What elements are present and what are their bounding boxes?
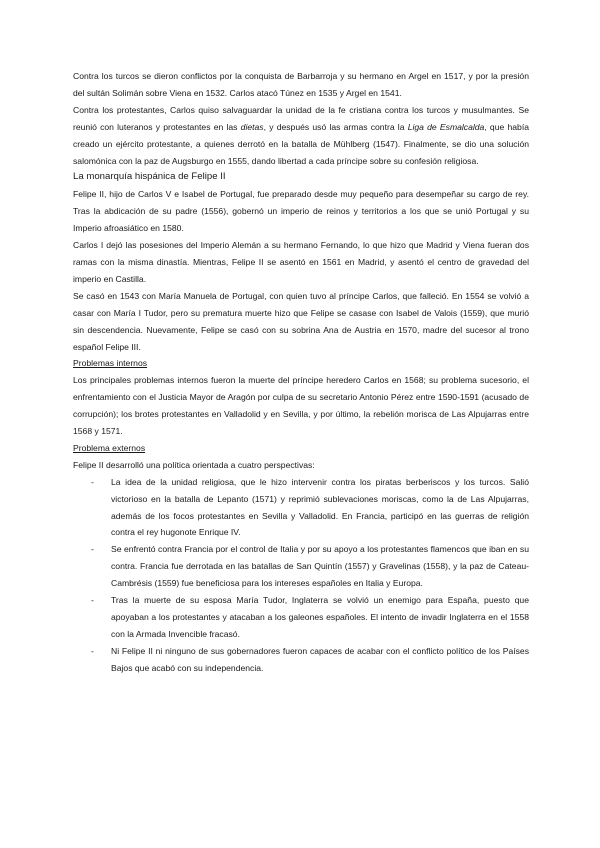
dash-bullet: -: [91, 595, 94, 606]
list-item-text: Se enfrentó contra Francia por el control de Italia y por su apoyo a los protestantes flamencos que iban en su contra. Francia fue derrotada en las batallas de San Quintín (1557) y Gravelinas (1558), y la paz de Cateau-Cambrésis (1559) fue beneficiosa para los intereses españoles en Italia y Europa.: [111, 544, 529, 589]
list-item-text: La idea de la unidad religiosa, que le hizo intervenir contra los piratas berberiscos y los turcos. Salió victorioso en la batalla de Lepanto (1571) y reprimió sublevaciones moriscas, como la de Las Alpujarras, además de los focos protestantes en Sevilla y Valladolid. En Francia, participó en las guerras de religión contra el rey hugonote Enrique IV.: [111, 476, 529, 538]
dash-bullet: -: [91, 544, 94, 555]
list-item: [73, 474, 529, 542]
dash-bullet: -: [91, 645, 94, 656]
liga-esmalcalda-emphasis: Liga de Esmalcalda: [407, 121, 485, 132]
paragraph-protestantes: [73, 102, 529, 170]
paragraph-politica-exterior: Felipe II desarrolló una política orientada a cuatro perspectivas:: [73, 459, 315, 470]
paragraph-posesiones: Carlos I dejó las posesiones del Imperio Alemán a su hermano Fernando, lo que hizo que Madrid y Viena fueran dos ramas con la misma dinastía. Mientras, Felipe II se asentó en 1561 en Madrid, y asentó el centro de gravedad del imperio en Castilla.: [73, 240, 529, 284]
list-item-text: Ni Felipe II ni ninguno de sus gobernadores fueron capaces de acabar con el conflicto político de los Países Bajos que acabó con su independencia.: [111, 645, 529, 673]
document-page: [73, 68, 529, 677]
paragraph-protestantes-part-2: , y después usó las armas contra la: [263, 121, 408, 132]
heading-felipe-ii: La monarquía hispánica de Felipe II: [73, 171, 226, 183]
paragraph-felipe-origen: Felipe II, hijo de Carlos V e Isabel de Portugal, fue preparado desde muy pequeño para desempeñar su cargo de rey. Tras la abdicación de su padre (1556), gobernó un imperio de reinos y territorios a los que se unió Portugal y su Imperio afroasiático en 1580.: [73, 189, 529, 234]
paragraph-turcos: Contra los turcos se dieron conflictos por la conquista de Barbarroja y su hermano en Argel en 1517, y por la presión del sultán Solimán sobre Viena en 1532. Carlos atacó Túnez en 1535 y Argel en 1541.: [73, 71, 529, 98]
list-item: [73, 643, 529, 677]
paragraph-matrimonios: Se casó en 1543 con María Manuela de Portugal, con quien tuvo al príncipe Carlos, que falleció. En 1554 se volvió a casar con María I Tudor, pero su prematura muerte hizo que Felipe se casase con Isabel de Valois (1559), que murió sin descendencia. Nuevamente, Felipe se casó con su sobrina Ana de Austria en 1570, madre del sucesor al trono español Felipe III.: [73, 290, 529, 352]
paragraph-problemas-internos: Los principales problemas internos fueron la muerte del príncipe heredero Carlos en 1568; su problema sucesorio, el enfrentamiento con el Justicia Mayor de Aragón por culpa de su secretario Antonio Pérez entre 1590-1591 (acusado de corrupción); los brotes protestantes en Valladolid y en Sevilla, y por último, la rebelión morisca de Las Alpujarras entre 1568 y 1571.: [73, 375, 529, 437]
paragraph-protestantes-part-1: Contra los protestantes, Carlos quiso salvaguardar la unidad de la fe cristiana contra los turcos y musulmantes. Se reunió con luteranos y protestantes en las: [73, 104, 529, 132]
list-item: [73, 592, 529, 643]
paragraph-protestantes-part-3: , que había creado un ejército protestante, a quienes derrotó en la batalla de Mühlberg (1547). Finalmente, se dio una solución salomónica con la paz de Augsburgo en 1555, dando libertad a cada príncipe sobre su confesión religiosa.: [73, 121, 529, 166]
dietas-emphasis: dietas: [240, 121, 264, 132]
heading-problemas-externos: Problema externos: [73, 442, 146, 453]
heading-problemas-internos: Problemas internos: [73, 358, 148, 369]
list-item: [73, 541, 529, 592]
list-item-text: Tras la muerte de su esposa María Tudor, Inglaterra se volvió un enemigo para España, puesto que apoyaban a los protestantes y atacaban a los galeones españoles. El intento de invadir Inglaterra en el 1558 con la Armada Invencible fracasó.: [111, 595, 529, 639]
perspectives-list: [73, 474, 529, 677]
dash-bullet: -: [91, 476, 94, 487]
